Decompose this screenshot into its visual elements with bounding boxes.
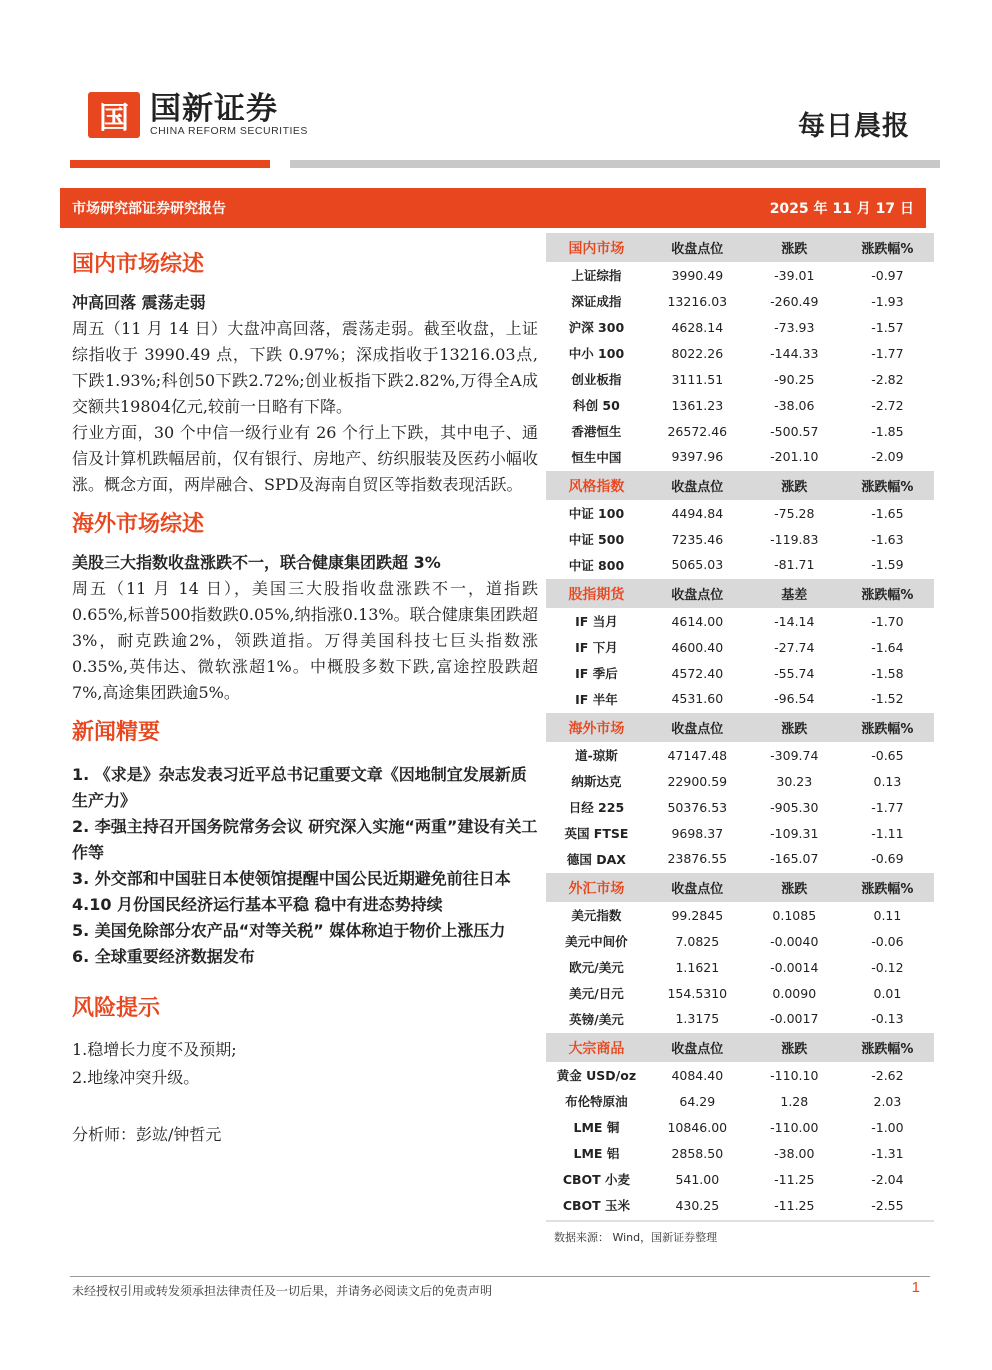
news-item: 6. 全球重要经济数据发布: [72, 947, 255, 966]
row-label: 英国 FTSE: [546, 820, 647, 846]
table-cell: 2858.50: [647, 1140, 748, 1166]
table-section-header: [546, 578, 934, 608]
column-header: 收盘点位: [647, 470, 748, 500]
table-cell: -0.0017: [748, 1006, 841, 1032]
table-cell: 4572.40: [647, 660, 748, 686]
table-section-label: 外汇市场: [546, 872, 647, 902]
row-label: CBOT 玉米: [546, 1192, 647, 1218]
left-column: [72, 250, 538, 1148]
banner-title: 市场研究部证券研究报告: [72, 201, 226, 217]
table-cell: -1.00: [841, 1114, 934, 1140]
report-banner: [60, 188, 926, 228]
table-row: [546, 526, 934, 552]
news-item: 3. 外交部和中国驻日本使领馆提醒中国公民近期避免前往日本: [72, 869, 511, 888]
table-row: [546, 500, 934, 526]
header-divider-bar: [290, 160, 940, 168]
row-label: 欧元/美元: [546, 954, 647, 980]
table-row: [546, 340, 934, 366]
column-header: 涨跌幅%: [841, 1032, 934, 1062]
column-header: 收盘点位: [647, 578, 748, 608]
table-cell: 22900.59: [647, 768, 748, 794]
table-cell: -90.25: [748, 366, 841, 392]
table-cell: 4494.84: [647, 500, 748, 526]
table-cell: 0.01: [841, 980, 934, 1006]
row-label: 恒生中国: [546, 444, 647, 470]
table-row: [546, 392, 934, 418]
column-header: 涨跌: [748, 872, 841, 902]
table-cell: -1.52: [841, 686, 934, 712]
table-row: [546, 1192, 934, 1218]
table-cell: 1.3175: [647, 1006, 748, 1032]
table-cell: 4614.00: [647, 608, 748, 634]
table-row: [546, 980, 934, 1006]
table-cell: 5065.03: [647, 552, 748, 578]
table-row: [546, 366, 934, 392]
table-row: [546, 820, 934, 846]
row-label: IF 半年: [546, 686, 647, 712]
table-cell: 0.0090: [748, 980, 841, 1006]
row-label: IF 下月: [546, 634, 647, 660]
logo-name-en: CHINA REFORM SECURITIES: [150, 125, 308, 137]
column-header: 涨跌幅%: [841, 712, 934, 742]
table-cell: 47147.48: [647, 742, 748, 768]
table-cell: 430.25: [647, 1192, 748, 1218]
table-section-header: [546, 470, 934, 500]
row-label: 德国 DAX: [546, 846, 647, 872]
table-row: [546, 794, 934, 820]
table-cell: 9397.96: [647, 444, 748, 470]
table-cell: -110.10: [748, 1062, 841, 1088]
table-cell: -73.93: [748, 314, 841, 340]
table-cell: -1.64: [841, 634, 934, 660]
news-item: 5. 美国免除部分农产品“对等关税” 媒体称迫于物价上涨压力: [72, 921, 506, 940]
table-cell: -96.54: [748, 686, 841, 712]
overseas-subtitle: 美股三大指数收盘涨跌不一，联合健康集团跌超 3%: [72, 553, 441, 572]
row-label: 黄金 USD/oz: [546, 1062, 647, 1088]
table-cell: -0.0040: [748, 928, 841, 954]
table-cell: -11.25: [748, 1166, 841, 1192]
row-label: 中证 800: [546, 552, 647, 578]
news-section-title: 新闻精要: [72, 720, 161, 745]
row-label: 香港恒生: [546, 418, 647, 444]
row-label: IF 当月: [546, 608, 647, 634]
table-cell: 30.23: [748, 768, 841, 794]
table-cell: -119.83: [748, 526, 841, 552]
table-cell: 4628.14: [647, 314, 748, 340]
table-cell: -1.57: [841, 314, 934, 340]
table-cell: -11.25: [748, 1192, 841, 1218]
table-cell: 1.28: [748, 1088, 841, 1114]
table-section-header: [546, 232, 934, 262]
row-label: 美元指数: [546, 902, 647, 928]
table-cell: 0.1085: [748, 902, 841, 928]
logo-name-cn: 国新证券: [150, 91, 278, 127]
column-header: 涨跌幅%: [841, 578, 934, 608]
table-cell: -2.82: [841, 366, 934, 392]
table-cell: -1.58: [841, 660, 934, 686]
domestic-paragraph-2: 行业方面，30 个中信一级行业有 26 个行上下跌，其中电子、通信及计算机跌幅居前，仅有银行、房地产、纺织服装及医药小幅收涨。概念方面，两岸融合、SPD及海南自贸区等指数表现活跃。: [72, 423, 538, 494]
table-row: [546, 928, 934, 954]
column-header: 涨跌幅%: [841, 232, 934, 262]
table-cell: 541.00: [647, 1166, 748, 1192]
table-row: [546, 1166, 934, 1192]
table-cell: -1.93: [841, 288, 934, 314]
table-row: [546, 902, 934, 928]
table-cell: -1.11: [841, 820, 934, 846]
table-cell: 7235.46: [647, 526, 748, 552]
table-cell: 64.29: [647, 1088, 748, 1114]
table-cell: -1.59: [841, 552, 934, 578]
row-label: 中小 100: [546, 340, 647, 366]
table-cell: 50376.53: [647, 794, 748, 820]
table-row: [546, 608, 934, 634]
page-header: [0, 0, 992, 185]
table-cell: -500.57: [748, 418, 841, 444]
column-header: 涨跌: [748, 1032, 841, 1062]
table-cell: -55.74: [748, 660, 841, 686]
table-cell: -0.06: [841, 928, 934, 954]
column-header: 收盘点位: [647, 232, 748, 262]
table-cell: 13216.03: [647, 288, 748, 314]
table-cell: -309.74: [748, 742, 841, 768]
table-section-label: 大宗商品: [546, 1032, 647, 1062]
table-cell: -0.97: [841, 262, 934, 288]
domestic-paragraph-1: 周五（11 月 14 日）大盘冲高回落，震荡走弱。截至收盘，上证综指收于 3990.49 点，下跌 0.97%；深成指收于13216.03点,下跌1.93%;科创50下跌2.72%;创业板指下跌2.82%,万得全A成交额共19804亿元,较前一日略有下降。: [72, 319, 538, 416]
column-header: 涨跌: [748, 470, 841, 500]
table-cell: -1.63: [841, 526, 934, 552]
table-row: [546, 768, 934, 794]
table-row: [546, 444, 934, 470]
column-header: 涨跌幅%: [841, 470, 934, 500]
news-list: [72, 762, 538, 970]
table-row: [546, 1140, 934, 1166]
risk-section-title: 风险提示: [72, 996, 161, 1021]
table-section-label: 股指期货: [546, 578, 647, 608]
report-kind: 每日晨报: [798, 111, 910, 142]
news-item: 1. 《求是》杂志发表习近平总书记重要文章《因地制宜发展新质生产力》: [72, 765, 527, 810]
table-cell: -109.31: [748, 820, 841, 846]
table-cell: -0.69: [841, 846, 934, 872]
table-cell: -110.00: [748, 1114, 841, 1140]
table-row: [546, 1006, 934, 1032]
row-label: IF 季后: [546, 660, 647, 686]
table-cell: -39.01: [748, 262, 841, 288]
table-row: [546, 660, 934, 686]
table-cell: -1.85: [841, 418, 934, 444]
table-section-header: [546, 712, 934, 742]
table-row: [546, 1062, 934, 1088]
table-cell: 2.03: [841, 1088, 934, 1114]
column-header: 收盘点位: [647, 1032, 748, 1062]
row-label: 中证 100: [546, 500, 647, 526]
overseas-section-title: 海外市场综述: [72, 512, 205, 537]
table-cell: -165.07: [748, 846, 841, 872]
analyst-names: 分析师：彭竑/钟哲元: [72, 1125, 222, 1144]
row-label: 深证成指: [546, 288, 647, 314]
row-label: 中证 500: [546, 526, 647, 552]
row-label: 日经 225: [546, 794, 647, 820]
table-cell: -2.72: [841, 392, 934, 418]
table-row: [546, 1114, 934, 1140]
table-row: [546, 552, 934, 578]
row-label: 科创 50: [546, 392, 647, 418]
table-cell: -1.70: [841, 608, 934, 634]
risk-item: 1.稳增长力度不及预期;: [72, 1040, 237, 1059]
table-cell: 99.2845: [647, 902, 748, 928]
row-label: 美元/日元: [546, 980, 647, 1006]
table-cell: 3111.51: [647, 366, 748, 392]
risk-item: 2.地缘冲突升级。: [72, 1068, 200, 1087]
table-cell: -1.65: [841, 500, 934, 526]
table-row: [546, 954, 934, 980]
footer-disclaimer: 未经授权引用或转发须承担法律责任及一切后果，并请务必阅读文后的免责声明: [72, 1284, 493, 1298]
table-cell: -81.71: [748, 552, 841, 578]
table-cell: -38.06: [748, 392, 841, 418]
table-row: [546, 846, 934, 872]
table-cell: 23876.55: [647, 846, 748, 872]
table-row: [546, 1088, 934, 1114]
table-cell: 3990.49: [647, 262, 748, 288]
table-cell: -144.33: [748, 340, 841, 366]
logo-mark-icon: 国: [88, 92, 140, 138]
table-section-label: 风格指数: [546, 470, 647, 500]
table-cell: -2.04: [841, 1166, 934, 1192]
table-cell: -0.13: [841, 1006, 934, 1032]
market-data-table: [546, 231, 934, 1252]
table-cell: -1.31: [841, 1140, 934, 1166]
domestic-subtitle: 冲高回落 震荡走弱: [72, 293, 206, 312]
table-cell: 9698.37: [647, 820, 748, 846]
table-cell: -1.77: [841, 340, 934, 366]
table-cell: -905.30: [748, 794, 841, 820]
table-cell: -260.49: [748, 288, 841, 314]
row-label: 上证综指: [546, 262, 647, 288]
table-cell: 0.11: [841, 902, 934, 928]
table-cell: -0.65: [841, 742, 934, 768]
table-cell: 4600.40: [647, 634, 748, 660]
table-cell: -2.62: [841, 1062, 934, 1088]
data-source-note: 数据来源： Wind，国新证券整理: [546, 1220, 934, 1252]
table-cell: 0.13: [841, 768, 934, 794]
news-item: 2. 李强主持召开国务院常务会议 研究深入实施“两重”建设有关工作等: [72, 817, 538, 862]
table-cell: -0.0014: [748, 954, 841, 980]
table-cell: -2.09: [841, 444, 934, 470]
table-cell: -27.74: [748, 634, 841, 660]
table-row: [546, 634, 934, 660]
page-number: 1: [911, 1279, 920, 1296]
row-label: CBOT 小麦: [546, 1166, 647, 1192]
table-cell: 4531.60: [647, 686, 748, 712]
row-label: 创业板指: [546, 366, 647, 392]
table-row: [546, 314, 934, 340]
domestic-section-title: 国内市场综述: [72, 252, 205, 277]
row-label: 美元中间价: [546, 928, 647, 954]
table-row: [546, 288, 934, 314]
table-cell: -201.10: [748, 444, 841, 470]
table-cell: 10846.00: [647, 1114, 748, 1140]
table-row: [546, 686, 934, 712]
company-logo: [88, 92, 308, 138]
table-section-header: [546, 1032, 934, 1062]
row-label: 纳斯达克: [546, 768, 647, 794]
table-cell: -14.14: [748, 608, 841, 634]
table-section-header: [546, 872, 934, 902]
footer-divider: [70, 1276, 930, 1277]
table-row: [546, 742, 934, 768]
row-label: 道-琼斯: [546, 742, 647, 768]
report-date: 2025 年 11 月 17 日: [769, 201, 914, 217]
table-row: [546, 262, 934, 288]
table-cell: -0.12: [841, 954, 934, 980]
column-header: 收盘点位: [647, 872, 748, 902]
column-header: 涨跌: [748, 232, 841, 262]
table-cell: 26572.46: [647, 418, 748, 444]
column-header: 涨跌: [748, 712, 841, 742]
table-cell: 154.5310: [647, 980, 748, 1006]
row-label: 布伦特原油: [546, 1088, 647, 1114]
table-cell: 1361.23: [647, 392, 748, 418]
table-cell: -75.28: [748, 500, 841, 526]
column-header: 收盘点位: [647, 712, 748, 742]
table-cell: 7.0825: [647, 928, 748, 954]
news-item: 4.10 月份国民经济运行基本平稳 稳中有进态势持续: [72, 895, 443, 914]
overseas-paragraph: 周五（11 月 14 日），美国三大股指收盘涨跌不一，道指跌0.65%,标普500指数跌0.05%,纳指涨0.13%。联合健康集团跌超3%，耐克跌逾2%，领跌道指。万得美国科技七巨头指数涨0.35%,英伟达、微软涨超1%。中概股多数下跌,富途控股跌超7%,高途集团跌逾5%。: [72, 579, 538, 702]
row-label: 沪深 300: [546, 314, 647, 340]
column-header: 基差: [748, 578, 841, 608]
table-cell: -1.77: [841, 794, 934, 820]
table-cell: 1.1621: [647, 954, 748, 980]
row-label: LME 铜: [546, 1114, 647, 1140]
table-cell: 4084.40: [647, 1062, 748, 1088]
row-label: LME 铝: [546, 1140, 647, 1166]
table-section-label: 国内市场: [546, 232, 647, 262]
row-label: 英镑/美元: [546, 1006, 647, 1032]
table-row: [546, 418, 934, 444]
column-header: 涨跌幅%: [841, 872, 934, 902]
header-accent-bar: [70, 160, 270, 168]
table-cell: 8022.26: [647, 340, 748, 366]
table-cell: -2.55: [841, 1192, 934, 1218]
table-section-label: 海外市场: [546, 712, 647, 742]
table-cell: -38.00: [748, 1140, 841, 1166]
